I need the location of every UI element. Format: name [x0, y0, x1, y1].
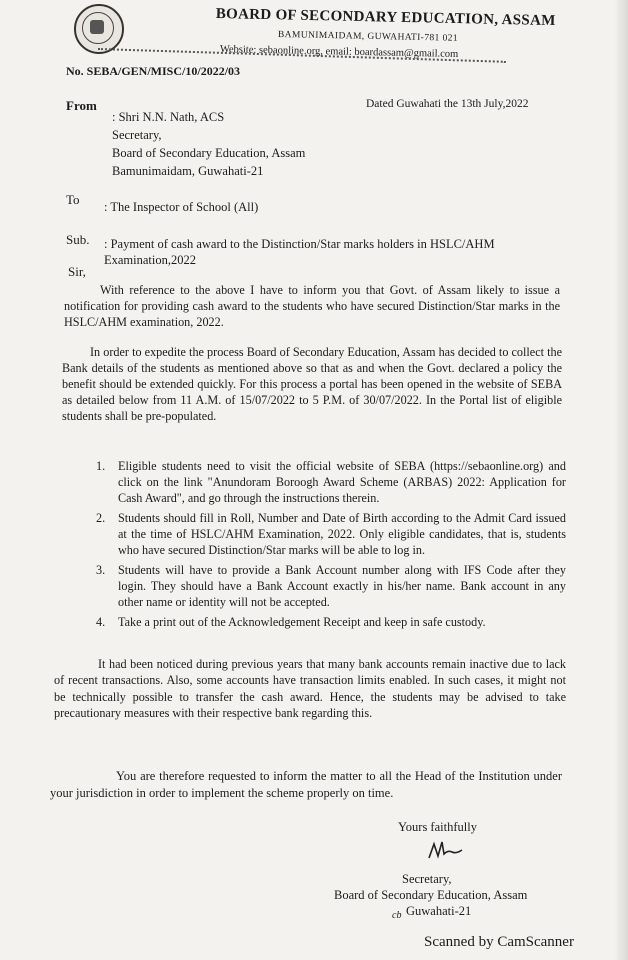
salutation: Sir, — [68, 264, 86, 279]
handwritten-signature-icon — [426, 838, 466, 864]
to-label: To — [66, 192, 80, 207]
list-text: Students should fill in Roll, Number and Date of Birth according to the Admit Card issued at the time of HSLC/AHM Examination, 2022. Only eligible candidates, that is, students who have secured Distinction/Star marks will be able to log in. — [118, 511, 566, 557]
list-number: 1. — [96, 459, 106, 473]
list-text: Eligible students need to visit the official website of SEBA (https://sebaonline.org) and click on the link "Anundoram Boroogh Award Scheme (ARBAS) 2022: Application for Cash Award", and go through the instructions therein. — [118, 459, 566, 505]
reference-number: No. SEBA/GEN/MISC/10/2022/03 — [66, 64, 241, 78]
seba-logo-icon — [74, 4, 124, 54]
signatory-designation: Secretary, — [402, 872, 452, 886]
list-number: 2. — [96, 511, 106, 525]
subject-text: : Payment of cash award to the Distinction/Star marks holders in HSLC/AHM Examination,2022 — [104, 237, 495, 267]
list-item — [96, 458, 566, 506]
closing-paragraph: It had been noticed during previous years that many bank accounts remain inactive due to lack of recent transactions. Also, some accounts have transaction limits enabled. In such cases, it might not be technically possible to transfer the cash award. Hence, the students may be advised to take precautionary measures with their respective bank regarding this. — [54, 657, 566, 721]
board-title: BOARD OF SECONDARY EDUCATION, ASSAM — [215, 6, 556, 30]
body-paragraph: With reference to the above I have to inform you that Govt. of Assam likely to issue a notification for providing cash award to the students who have secured Distinction/Star marks in the HSLC/AHM examination, 2022. — [64, 283, 560, 329]
list-item — [96, 562, 566, 610]
signatory-board: Board of Secondary Education, Assam — [334, 888, 528, 902]
body-paragraph: In order to expedite the process Board of Secondary Education, Assam has decided to collect the Bank details of the students as mentioned above so that as and when the Govt. declared a policy the benefit should be extended quickly. For this process a portal has been opened in the website of SEBA as detailed below from 11 A.M. of 15/07/2022 to 5 P.M. of 30/07/2022. In the Portal list of eligible students shall be pre-populated. — [62, 345, 562, 423]
yours-faithfully: Yours faithfully — [398, 820, 477, 834]
scanner-watermark: Scanned by CamScanner — [424, 934, 574, 950]
letter-date: Dated Guwahati the 13th July,2022 — [366, 98, 529, 110]
instructions-list — [96, 458, 566, 634]
closing-paragraph: You are therefore requested to inform the matter to all the Head of the Institution under your jurisdiction in order to implement the scheme properly on time. — [50, 769, 562, 800]
list-item — [96, 614, 566, 630]
to-recipient: : The Inspector of School (All) — [104, 200, 259, 214]
from-label: From — [66, 98, 97, 113]
from-name: : Shri N.N. Nath, ACS — [112, 110, 225, 124]
board-website-email: Website: sebaonline.org, email: boardassam@gmail.com — [219, 44, 459, 60]
signatory-city: Guwahati-21 — [406, 904, 472, 918]
board-address: BAMUNIMAIDAM, GUWAHATI-781 021 — [277, 30, 459, 44]
list-item — [96, 510, 566, 558]
list-number: 3. — [96, 563, 106, 577]
list-text: Students will have to provide a Bank Account number along with IFS Code after they login. They should have a Bank Account exactly in his/her name. Bank account in any other name or identity will not be accepted. — [118, 563, 566, 609]
from-line: Bamunimaidam, Guwahati-21 — [112, 164, 264, 178]
subject-label: Sub. — [66, 232, 90, 247]
list-text: Take a print out of the Acknowledgement Receipt and keep in safe custody. — [118, 615, 486, 629]
from-line: Board of Secondary Education, Assam — [112, 146, 306, 160]
logo-emblem — [90, 20, 104, 34]
list-number: 4. — [96, 615, 106, 629]
from-line: Secretary, — [112, 128, 162, 142]
page-edge-shadow — [614, 0, 628, 960]
initials-mark: cb — [392, 910, 402, 921]
